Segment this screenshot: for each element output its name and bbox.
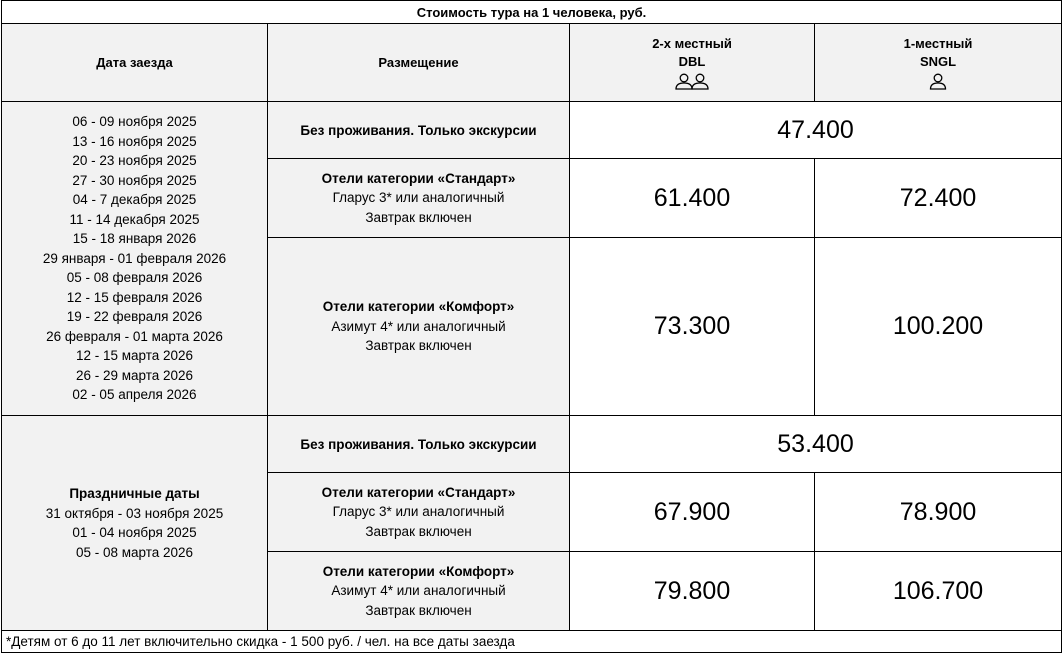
- price-dbl: 67.900: [570, 473, 815, 552]
- footnote: *Детям от 6 до 11 лет включительно скидка - 1 500 руб. / чел. на все даты заезда: [2, 631, 1062, 653]
- date-item: 05 - 08 февраля 2026: [66, 270, 203, 286]
- price-dbl: 79.800: [570, 552, 815, 631]
- accommodation-cell: [268, 552, 570, 631]
- accommodation-meal: Завтрак включен: [365, 523, 472, 539]
- date-item: 12 - 15 февраля 2026: [66, 289, 203, 305]
- price-dbl: 73.300: [570, 238, 815, 416]
- table-row: [2, 416, 1062, 473]
- accommodation-meal: Завтрак включен: [365, 209, 472, 225]
- date-item: 26 - 29 марта 2026: [75, 367, 194, 383]
- header-single-line1: 1-местный: [903, 35, 973, 51]
- accommodation-hotel: Азимут 4* или аналогичный: [331, 583, 506, 599]
- price-cell: 47.400: [570, 102, 1062, 159]
- accommodation-hotel: Гларус 3* или аналогичный: [332, 190, 505, 206]
- person-icon: [815, 73, 1061, 91]
- table-row: [2, 102, 1062, 159]
- date-item: 20 - 23 ноября 2025: [72, 153, 197, 169]
- header-accommodation: Размещение: [268, 24, 570, 102]
- header-row: [2, 24, 1062, 102]
- accommodation-category: Отели категории «Стандарт»: [321, 484, 516, 500]
- accommodation-category: Отели категории «Стандарт»: [321, 170, 516, 186]
- header-double-line2: DBL: [678, 53, 706, 69]
- date-item: 19 - 22 февраля 2026: [66, 309, 203, 325]
- price-sngl: 72.400: [815, 159, 1062, 238]
- table-title: Стоимость тура на 1 человека, руб.: [2, 1, 1062, 24]
- accommodation-cell: [268, 473, 570, 552]
- price-sngl: 100.200: [815, 238, 1062, 416]
- date-item: 01 - 04 ноября 2025: [72, 525, 197, 540]
- date-item: 29 января - 01 февраля 2026: [42, 250, 227, 266]
- accommodation-meal: Завтрак включен: [365, 338, 472, 354]
- accommodation-hotel: Гларус 3* или аналогичный: [332, 504, 505, 520]
- dates-title: Праздничные даты: [69, 486, 200, 501]
- dates-cell: [2, 102, 268, 416]
- accommodation-cell: Без проживания. Только экскурсии: [268, 102, 570, 159]
- accommodation-hotel: Азимут 4* или аналогичный: [331, 318, 506, 334]
- header-date: Дата заезда: [2, 24, 268, 102]
- header-double: [570, 24, 815, 102]
- accommodation-cell: Без проживания. Только экскурсии: [268, 416, 570, 473]
- date-item: 26 февраля - 01 марта 2026: [46, 328, 223, 344]
- header-single: [815, 24, 1062, 102]
- dates-cell: [2, 416, 268, 631]
- price-sngl: 78.900: [815, 473, 1062, 552]
- price-dbl: 61.400: [570, 159, 815, 238]
- date-item: 02 - 05 апреля 2026: [72, 387, 197, 403]
- date-item: 13 - 16 ноября 2025: [72, 133, 197, 149]
- date-item: 27 - 30 ноября 2025: [72, 172, 197, 188]
- header-single-line2: SNGL: [919, 53, 957, 69]
- accommodation-category: Отели категории «Комфорт»: [322, 563, 515, 579]
- price-cell: 53.400: [570, 416, 1062, 473]
- price-sngl: 106.700: [815, 552, 1062, 631]
- date-item: 15 - 18 января 2026: [72, 231, 197, 247]
- accommodation-cell: [268, 238, 570, 416]
- date-item: 04 - 7 декабря 2025: [72, 192, 197, 208]
- price-table: [1, 0, 1062, 653]
- date-item: 05 - 08 марта 2026: [75, 544, 194, 560]
- date-item: 06 - 09 ноября 2025: [72, 114, 197, 130]
- accommodation-meal: Завтрак включен: [365, 602, 472, 618]
- accommodation-cell: [268, 159, 570, 238]
- header-double-line1: 2-х местный: [652, 35, 732, 51]
- two-persons-icon: [570, 73, 814, 91]
- date-item: 31 октября - 03 ноября 2025: [45, 505, 224, 521]
- date-item: 12 - 15 марта 2026: [75, 348, 194, 364]
- accommodation-category: Отели категории «Комфорт»: [322, 299, 515, 315]
- date-item: 11 - 14 декабря 2025: [69, 211, 200, 227]
